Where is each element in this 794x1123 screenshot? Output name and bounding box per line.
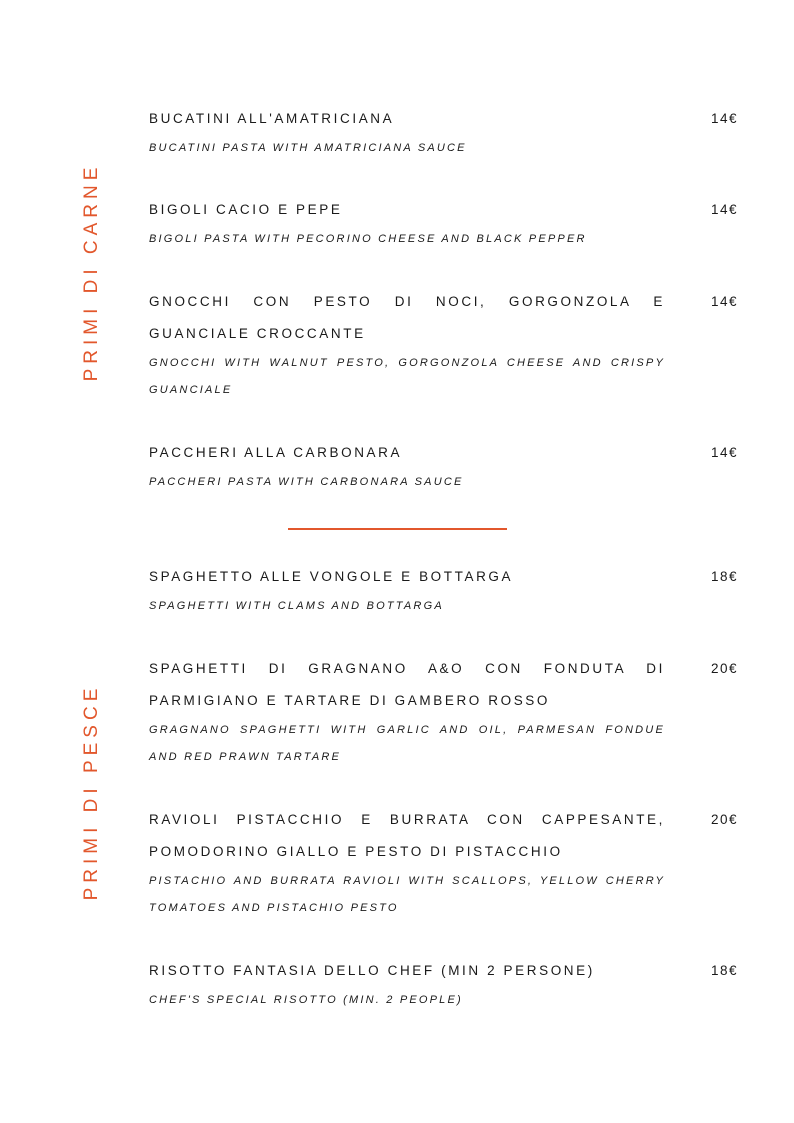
item-description: BIGOLI PASTA WITH PECORINO CHEESE AND BLACK PEPPER <box>149 233 587 245</box>
menu-item <box>149 570 738 620</box>
section-label-primi-di-pesce: PRIMI DI PESCE <box>81 683 102 901</box>
item-price: 18€ <box>710 569 738 584</box>
item-price: 14€ <box>710 111 738 126</box>
menu-item <box>149 112 738 162</box>
menu-item <box>149 964 738 1014</box>
item-price: 14€ <box>710 445 738 460</box>
item-description: PISTACHIO AND BURRATA RAVIOLI WITH SCALLOPS, YELLOW CHERRY TOMATOES AND PISTACHIO PESTO <box>149 875 665 914</box>
item-price: 14€ <box>710 202 738 217</box>
item-description: SPAGHETTI WITH CLAMS AND BOTTARGA <box>149 600 444 612</box>
section-label-primi-di-carne: PRIMI DI CARNE <box>81 162 102 382</box>
item-name: BUCATINI ALL'AMATRICIANA <box>149 111 395 126</box>
menu-item <box>149 295 738 404</box>
item-name: RAVIOLI PISTACCHIO E BURRATA CON CAPPESANTE, POMODORINO GIALLO E PESTO DI PISTACCHIO <box>149 812 665 859</box>
item-name: RISOTTO FANTASIA DELLO CHEF (MIN 2 PERSONE) <box>149 963 595 978</box>
item-price: 14€ <box>710 294 738 309</box>
item-description: GNOCCHI WITH WALNUT PESTO, GORGONZOLA CHEESE AND CRISPY GUANCIALE <box>149 357 665 396</box>
section-divider <box>288 528 507 530</box>
item-price: 20€ <box>710 812 738 827</box>
menu-item <box>149 203 738 253</box>
item-description: CHEF'S SPECIAL RISOTTO (MIN. 2 PEOPLE) <box>149 994 463 1006</box>
menu-item <box>149 662 738 771</box>
menu-item <box>149 813 738 922</box>
item-name: SPAGHETTI DI GRAGNANO A&O CON FONDUTA DI PARMIGIANO E TARTARE DI GAMBERO ROSSO <box>149 661 665 708</box>
item-name: SPAGHETTO ALLE VONGOLE E BOTTARGA <box>149 569 514 584</box>
item-price: 20€ <box>710 661 738 676</box>
item-description: GRAGNANO SPAGHETTI WITH GARLIC AND OIL, PARMESAN FONDUE AND RED PRAWN TARTARE <box>149 724 665 763</box>
item-description: BUCATINI PASTA WITH AMATRICIANA SAUCE <box>149 142 467 154</box>
menu-item <box>149 446 738 496</box>
item-price: 18€ <box>710 963 738 978</box>
item-name: GNOCCHI CON PESTO DI NOCI, GORGONZOLA E GUANCIALE CROCCANTE <box>149 294 665 341</box>
item-name: PACCHERI ALLA CARBONARA <box>149 445 403 460</box>
item-name: BIGOLI CACIO E PEPE <box>149 202 343 217</box>
item-description: PACCHERI PASTA WITH CARBONARA SAUCE <box>149 476 464 488</box>
